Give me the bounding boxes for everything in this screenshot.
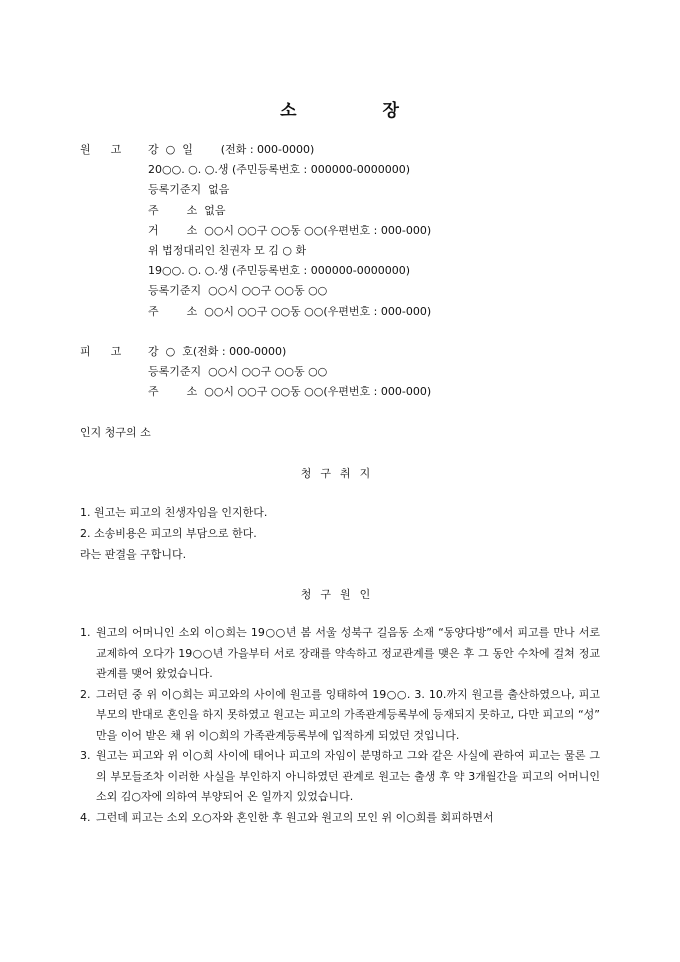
plaintiff-line: 위 법정대리인 친권자 모 김 ○ 화 — [148, 243, 307, 257]
defendant-row — [80, 362, 640, 382]
plaintiff-row — [80, 140, 640, 160]
plaintiff-line: 거 소 ○○시 ○○구 ○○동 ○○(우편번호 : 000-000) — [148, 223, 432, 237]
claim-purpose-closing: 라는 판결을 구합니다. — [80, 548, 187, 561]
claim-reason-text: 원고의 어머니인 소외 이○희는 19○○년 봄 서울 성북구 길음동 소재 “동양다방”에서 피고를 만나 서로 교제하여 오다가 19○○년 가을부터 서로 장래를 약속하고 정교관계를 맺은 후 그 동안 수차에 걸쳐 정교관계를 맺어 왔었습니다. — [96, 626, 600, 680]
defendant-line: 강 ○ 호(전화 : 000-0000) — [148, 345, 287, 358]
claim-reason-number: 4. — [80, 810, 91, 824]
claim-reason-text: 원고는 피고와 위 이○희 사이에 태어나 피고의 자임이 분명하고 그와 같은 사실에 관하여 피고는 물론 그의 부모들조차 이러한 사실을 부인하지 아니하였던 관계로 원고는 출생 후 약 3개월간을 피고의 어머니인 소외 김○자에 의하여 부양되어 온 일까지 있었습니다. — [96, 749, 600, 803]
defendant-line: 등록기준지 ○○시 ○○구 ○○동 ○○ — [148, 365, 328, 379]
claim-reason-number: 1. — [80, 626, 91, 639]
plaintiff-row — [80, 281, 640, 301]
claim-reason-item — [80, 808, 600, 829]
plaintiff-line: 등록기준지 ○○시 ○○구 ○○동 ○○ — [148, 284, 328, 298]
claim-reason-text: 그러던 중 위 이○희는 피고와의 사이에 원고를 잉태하여 19○○. 3. 10.까지 원고를 출산하였으나, 피고 부모의 반대로 혼인을 하지 못하였고 원고는 피고의 가족관계등록부에 등재되지 못하고, 다만 피고의 “성” 만을 이어 받은 채 위 이○희의 가족관계등록부에 입적하게 되었던 것입니다. — [96, 687, 600, 742]
claim-purpose-heading: 청구취지 — [300, 467, 380, 480]
plaintiff-line: 강 ○ 일 (전화 : 000-0000) — [148, 143, 315, 156]
claim-reason-item — [80, 685, 600, 747]
plaintiff-row — [80, 160, 640, 180]
defendant-label: 피고 — [80, 345, 142, 358]
defendant-line: 주 소 ○○시 ○○구 ○○동 ○○(우편번호 : 000-000) — [148, 385, 432, 399]
plaintiff-line: 등록기준지 없음 — [148, 183, 230, 197]
cause-of-action: 인지 청구의 소 — [80, 426, 151, 439]
plaintiff-row — [80, 201, 640, 221]
claim-reason-number: 3. — [80, 749, 91, 762]
claim-purpose-item: 2. 소송비용은 피고의 부담으로 한다. — [80, 527, 257, 540]
document-title: 소 장 — [280, 101, 400, 121]
plaintiff-row — [80, 302, 640, 322]
plaintiff-line: 주 소 없음 — [148, 203, 226, 217]
plaintiff-line: 주 소 ○○시 ○○구 ○○동 ○○(우편번호 : 000-000) — [148, 304, 432, 318]
defendant-row — [80, 382, 640, 402]
plaintiff-line: 19○○. ○. ○.생 (주민등록번호 : 000000-0000000) — [148, 264, 410, 278]
claim-reasons-heading: 청구원인 — [300, 588, 380, 601]
plaintiff-label: 원고 — [80, 143, 142, 156]
plaintiff-row — [80, 261, 640, 281]
claim-purpose-item: 1. 원고는 피고의 친생자임을 인지한다. — [80, 506, 268, 519]
plaintiff-row — [80, 241, 640, 261]
claim-reason-text: 그런데 피고는 소외 오○자와 혼인한 후 원고와 원고의 모인 위 이○희를 회피하면서 — [96, 810, 494, 824]
defendant-row — [80, 342, 640, 362]
claim-reason-item — [80, 746, 600, 808]
plaintiff-row — [80, 180, 640, 200]
defendant-block — [80, 342, 640, 403]
plaintiff-block — [80, 140, 640, 322]
claim-reason-number: 2. — [80, 687, 91, 701]
plaintiff-line: 20○○. ○. ○.생 (주민등록번호 : 000000-0000000) — [148, 163, 410, 177]
claim-reason-item — [80, 623, 600, 685]
claim-reasons-list — [80, 623, 600, 828]
plaintiff-row — [80, 221, 640, 241]
